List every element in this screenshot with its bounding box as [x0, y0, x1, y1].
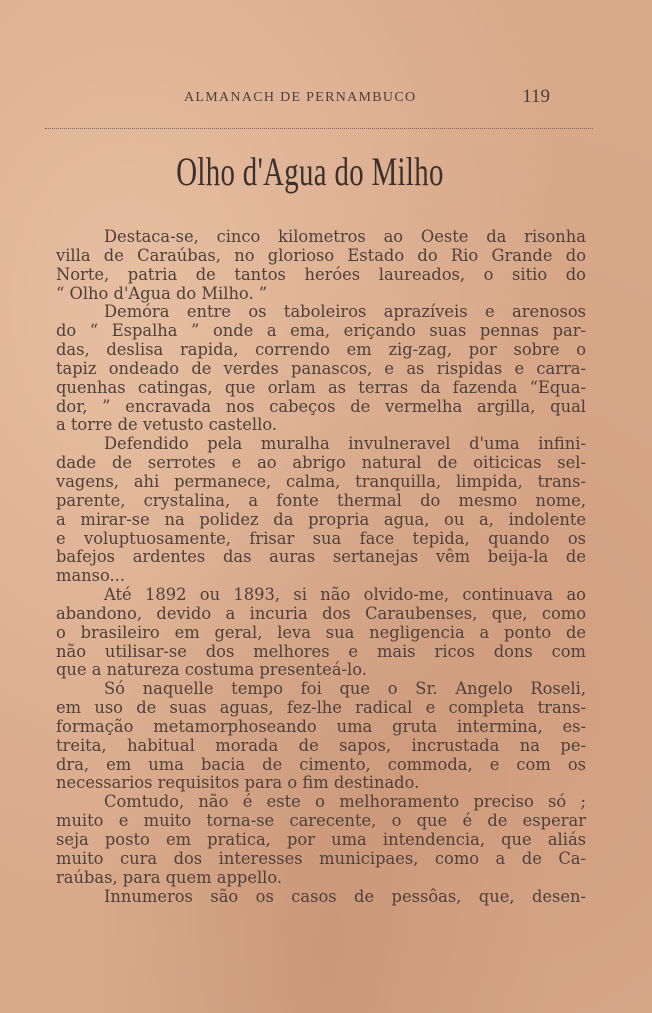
text-line: do “ Espalha ” onde a ema, eriçando suas pennas par- — [56, 321, 586, 341]
text-line: seja posto em pratica, por uma intendencia, que aliás — [56, 830, 586, 849]
text-line: a torre de vetusto castello. — [56, 415, 278, 435]
running-title: ALMANACH DE PERNAMBUCO — [184, 90, 417, 105]
text-line: necessarios requisitos para o fim destinado. — [56, 773, 420, 793]
text-line: Innumeros são os casos de pessôas, que, desen- — [104, 886, 586, 906]
text-line: dade de serrotes e ao abrigo natural de oiticicas sel- — [56, 453, 586, 473]
text-line: manso... — [56, 566, 126, 586]
text-line: e voluptuosamente, frisar sua face tepida, quando os — [56, 528, 586, 548]
header-divider — [45, 128, 593, 129]
text-line: o brasileiro em geral, leva sua negligencia a ponto de — [56, 622, 586, 642]
text-line: bafejos ardentes das auras sertanejas vêm beija-la de — [56, 547, 586, 567]
text-line: abandono, devido a incuria dos Caraubenses, que, como — [56, 603, 586, 623]
text-line: formação metamorphoseando uma gruta intermina, es- — [56, 716, 586, 736]
running-header — [60, 86, 580, 110]
text-line: parente, crystalina, a fonte thermal do mesmo nome, — [56, 490, 586, 510]
text-line: muito cura dos interesses municipaes, como a de Ca- — [56, 848, 586, 868]
text-line: vagens, ahi permanece, calma, tranquilla, limpida, trans- — [56, 471, 586, 491]
text-line: em uso de suas aguas, fez-lhe radical e completa trans- — [56, 698, 586, 718]
page-number: 119 — [522, 86, 550, 107]
text-line: treita, habitual morada de sapos, incrustada na pe- — [56, 735, 586, 755]
text-line: das, deslisa rapida, correndo em zig-zag, por sobre o — [56, 340, 586, 360]
text-line: dor, ” encravada nos cabeços de vermelha argilla, qual — [56, 396, 586, 416]
text-line: a mirar-se na polidez da propria agua, ou a, indolente — [56, 509, 586, 529]
text-line: Comtudo, não é este o melhoramento preciso só ; — [104, 792, 586, 812]
text-line: raúbas, para quem appello. — [56, 867, 283, 887]
text-line: Até 1892 ou 1893, si não olvido-me, continuava ao — [104, 585, 586, 605]
text-line: que a natureza costuma presenteá-lo. — [56, 660, 367, 680]
section-title: Olho d'Agua do Milho — [176, 149, 444, 194]
text-line: quenhas catingas, que orlam as terras da fazenda “Equa- — [56, 377, 586, 397]
text-line: muito e muito torna-se carecente, o que é de esperar — [56, 811, 586, 831]
body-text — [56, 228, 586, 906]
text-line: Destaca-se, cinco kilometros ao Oeste da risonha — [104, 227, 586, 246]
text-line: Defendido pela muralha invulneravel d'uma infini- — [104, 434, 586, 454]
text-line: “ Olho d'Agua do Milho. ” — [56, 283, 268, 303]
text-line: villa de Caraúbas, no glorioso Estado do Rio Grande do — [56, 245, 586, 265]
text-line: Só naquelle tempo foi que o Sr. Angelo Roseli, — [104, 679, 586, 699]
text-line: Norte, patria de tantos heróes laureados, o sitio do — [56, 264, 586, 284]
text-line: dra, em uma bacia de cimento, commoda, e com os — [56, 754, 586, 774]
text-line: Demóra entre os taboleiros aprazíveis e arenosos — [104, 302, 586, 322]
text-line: tapiz ondeado de verdes panascos, e as rispidas e carra- — [56, 358, 586, 378]
text-line: não utilisar-se dos melhores e mais ricos dons com — [56, 641, 586, 661]
